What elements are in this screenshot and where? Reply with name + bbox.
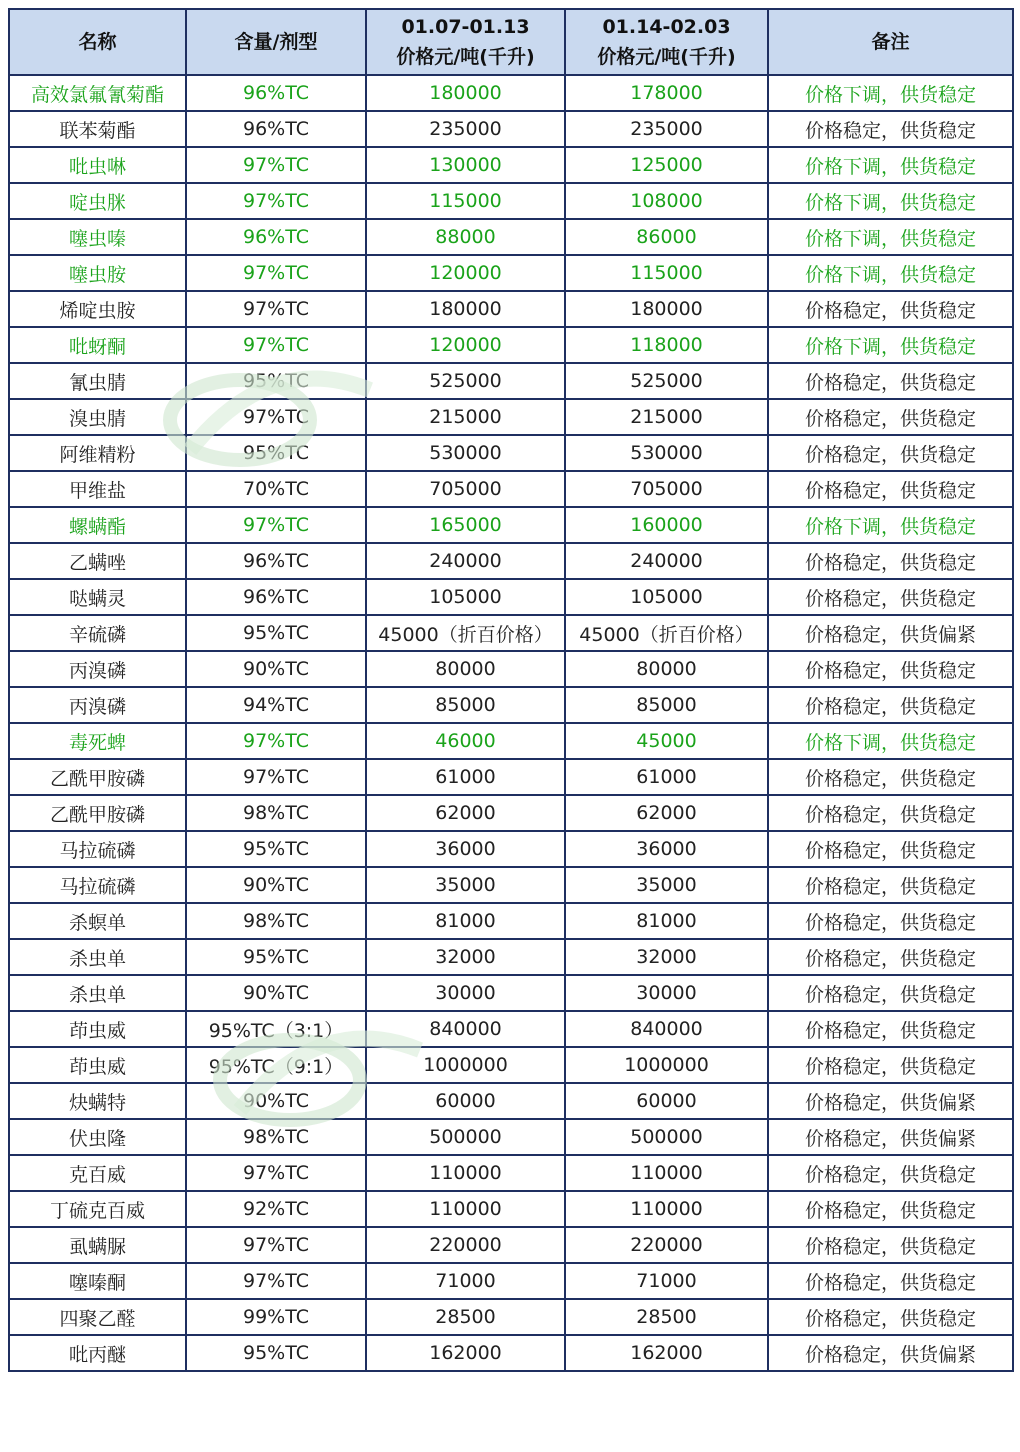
cell-price-period1: 500000 — [366, 1119, 565, 1155]
table-row — [9, 1263, 1013, 1299]
cell-note: 价格稳定，供货稳定 — [768, 651, 1013, 687]
table-row — [9, 867, 1013, 903]
cell-spec: 97%TC — [186, 327, 366, 363]
cell-spec: 95%TC — [186, 615, 366, 651]
table-row — [9, 1299, 1013, 1335]
table-row — [9, 471, 1013, 507]
cell-note: 价格下调，供货稳定 — [768, 327, 1013, 363]
table-row — [9, 291, 1013, 327]
cell-name: 吡虫啉 — [9, 147, 186, 183]
table-row — [9, 1083, 1013, 1119]
table-row — [9, 147, 1013, 183]
cell-note: 价格下调，供货稳定 — [768, 183, 1013, 219]
cell-note: 价格下调，供货稳定 — [768, 75, 1013, 111]
cell-note: 价格稳定，供货稳定 — [768, 867, 1013, 903]
cell-note: 价格稳定，供货稳定 — [768, 579, 1013, 615]
cell-price-period1: 46000 — [366, 723, 565, 759]
cell-price-period1: 525000 — [366, 363, 565, 399]
cell-note: 价格稳定，供货稳定 — [768, 1155, 1013, 1191]
cell-name: 茚虫威 — [9, 1047, 186, 1083]
cell-price-period2: 86000 — [565, 219, 768, 255]
cell-price-period2: 60000 — [565, 1083, 768, 1119]
cell-note: 价格稳定，供货稳定 — [768, 1047, 1013, 1083]
cell-price-period1: 235000 — [366, 111, 565, 147]
table-row — [9, 687, 1013, 723]
cell-price-period2: 178000 — [565, 75, 768, 111]
cell-spec: 96%TC — [186, 579, 366, 615]
cell-price-period2: 61000 — [565, 759, 768, 795]
cell-name: 哒螨灵 — [9, 579, 186, 615]
cell-price-period1: 180000 — [366, 291, 565, 327]
cell-note: 价格稳定，供货稳定 — [768, 1011, 1013, 1047]
table-body — [9, 75, 1013, 1371]
header-period1-unit: 价格元/吨(千升) — [396, 46, 535, 68]
cell-note: 价格下调，供货稳定 — [768, 147, 1013, 183]
price-table-container — [8, 8, 1012, 1372]
cell-spec: 90%TC — [186, 867, 366, 903]
cell-name: 茚虫威 — [9, 1011, 186, 1047]
cell-price-period2: 180000 — [565, 291, 768, 327]
cell-price-period2: 500000 — [565, 1119, 768, 1155]
table-row — [9, 723, 1013, 759]
cell-name: 噻虫胺 — [9, 255, 186, 291]
cell-price-period1: 530000 — [366, 435, 565, 471]
cell-name: 噻虫嗪 — [9, 219, 186, 255]
cell-price-period1: 80000 — [366, 651, 565, 687]
cell-price-period2: 125000 — [565, 147, 768, 183]
table-row — [9, 615, 1013, 651]
cell-price-period2: 85000 — [565, 687, 768, 723]
cell-price-period2: 705000 — [565, 471, 768, 507]
cell-price-period1: 61000 — [366, 759, 565, 795]
cell-price-period2: 840000 — [565, 1011, 768, 1047]
cell-price-period2: 235000 — [565, 111, 768, 147]
cell-name: 虱螨脲 — [9, 1227, 186, 1263]
cell-note: 价格稳定，供货稳定 — [768, 975, 1013, 1011]
cell-price-period1: 120000 — [366, 327, 565, 363]
cell-price-period1: 45000（折百价格） — [366, 615, 565, 651]
cell-name: 马拉硫磷 — [9, 867, 186, 903]
cell-name: 吡蚜酮 — [9, 327, 186, 363]
cell-spec: 90%TC — [186, 651, 366, 687]
cell-note: 价格下调，供货稳定 — [768, 219, 1013, 255]
cell-price-period1: 81000 — [366, 903, 565, 939]
cell-spec: 94%TC — [186, 687, 366, 723]
cell-spec: 95%TC — [186, 435, 366, 471]
cell-price-period2: 215000 — [565, 399, 768, 435]
cell-price-period2: 30000 — [565, 975, 768, 1011]
cell-note: 价格稳定，供货稳定 — [768, 831, 1013, 867]
cell-name: 螺螨酯 — [9, 507, 186, 543]
cell-note: 价格稳定，供货稳定 — [768, 363, 1013, 399]
cell-name: 啶虫脒 — [9, 183, 186, 219]
cell-name: 联苯菊酯 — [9, 111, 186, 147]
cell-price-period1: 130000 — [366, 147, 565, 183]
header-period1 — [366, 9, 565, 75]
cell-price-period2: 62000 — [565, 795, 768, 831]
table-row — [9, 75, 1013, 111]
cell-spec: 98%TC — [186, 903, 366, 939]
cell-price-period2: 220000 — [565, 1227, 768, 1263]
cell-price-period2: 108000 — [565, 183, 768, 219]
cell-price-period2: 80000 — [565, 651, 768, 687]
cell-price-period1: 35000 — [366, 867, 565, 903]
cell-spec: 96%TC — [186, 111, 366, 147]
cell-price-period1: 120000 — [366, 255, 565, 291]
cell-price-period1: 71000 — [366, 1263, 565, 1299]
cell-spec: 95%TC — [186, 1335, 366, 1371]
cell-name: 毒死蜱 — [9, 723, 186, 759]
table-row — [9, 1155, 1013, 1191]
cell-name: 乙酰甲胺磷 — [9, 759, 186, 795]
cell-price-period1: 60000 — [366, 1083, 565, 1119]
cell-note: 价格下调，供货稳定 — [768, 507, 1013, 543]
table-row — [9, 1191, 1013, 1227]
cell-price-period1: 110000 — [366, 1155, 565, 1191]
table-row — [9, 579, 1013, 615]
cell-spec: 97%TC — [186, 1155, 366, 1191]
cell-price-period1: 220000 — [366, 1227, 565, 1263]
cell-note: 价格稳定，供货偏紧 — [768, 615, 1013, 651]
cell-price-period1: 32000 — [366, 939, 565, 975]
cell-price-period1: 110000 — [366, 1191, 565, 1227]
cell-price-period2: 118000 — [565, 327, 768, 363]
cell-note: 价格稳定，供货稳定 — [768, 543, 1013, 579]
cell-price-period2: 530000 — [565, 435, 768, 471]
cell-price-period2: 1000000 — [565, 1047, 768, 1083]
price-table — [8, 8, 1014, 1372]
cell-spec: 97%TC — [186, 723, 366, 759]
cell-note: 价格稳定，供货稳定 — [768, 111, 1013, 147]
cell-price-period2: 71000 — [565, 1263, 768, 1299]
cell-name: 溴虫腈 — [9, 399, 186, 435]
cell-price-period1: 1000000 — [366, 1047, 565, 1083]
cell-spec: 97%TC — [186, 291, 366, 327]
cell-name: 噻嗪酮 — [9, 1263, 186, 1299]
cell-price-period2: 36000 — [565, 831, 768, 867]
cell-note: 价格稳定，供货稳定 — [768, 795, 1013, 831]
cell-price-period2: 162000 — [565, 1335, 768, 1371]
table-row — [9, 975, 1013, 1011]
table-row — [9, 795, 1013, 831]
table-row — [9, 435, 1013, 471]
cell-note: 价格稳定，供货稳定 — [768, 903, 1013, 939]
cell-note: 价格稳定，供货稳定 — [768, 399, 1013, 435]
header-period2-unit: 价格元/吨(千升) — [597, 46, 736, 68]
table-row — [9, 183, 1013, 219]
cell-price-period2: 525000 — [565, 363, 768, 399]
cell-note: 价格稳定，供货稳定 — [768, 1263, 1013, 1299]
cell-spec: 90%TC — [186, 975, 366, 1011]
header-name: 名称 — [9, 9, 186, 75]
cell-spec: 97%TC — [186, 399, 366, 435]
table-row — [9, 759, 1013, 795]
header-note: 备注 — [768, 9, 1013, 75]
table-row — [9, 939, 1013, 975]
cell-name: 炔螨特 — [9, 1083, 186, 1119]
cell-price-period1: 105000 — [366, 579, 565, 615]
table-row — [9, 507, 1013, 543]
cell-price-period1: 215000 — [366, 399, 565, 435]
cell-price-period2: 81000 — [565, 903, 768, 939]
table-row — [9, 543, 1013, 579]
cell-price-period2: 32000 — [565, 939, 768, 975]
cell-spec: 70%TC — [186, 471, 366, 507]
cell-note: 价格稳定，供货稳定 — [768, 291, 1013, 327]
cell-spec: 97%TC — [186, 1227, 366, 1263]
cell-price-period1: 62000 — [366, 795, 565, 831]
cell-note: 价格稳定，供货偏紧 — [768, 1335, 1013, 1371]
cell-price-period1: 162000 — [366, 1335, 565, 1371]
table-row — [9, 255, 1013, 291]
cell-price-period2: 45000 — [565, 723, 768, 759]
cell-spec: 96%TC — [186, 543, 366, 579]
cell-spec: 97%TC — [186, 759, 366, 795]
cell-price-period1: 840000 — [366, 1011, 565, 1047]
cell-price-period1: 36000 — [366, 831, 565, 867]
cell-price-period1: 88000 — [366, 219, 565, 255]
cell-price-period1: 705000 — [366, 471, 565, 507]
cell-spec: 95%TC — [186, 363, 366, 399]
cell-spec: 97%TC — [186, 183, 366, 219]
cell-name: 四聚乙醛 — [9, 1299, 186, 1335]
table-row — [9, 1047, 1013, 1083]
table-row — [9, 903, 1013, 939]
cell-note: 价格稳定，供货稳定 — [768, 759, 1013, 795]
cell-name: 杀螟单 — [9, 903, 186, 939]
cell-spec: 96%TC — [186, 219, 366, 255]
cell-spec: 98%TC — [186, 795, 366, 831]
cell-note: 价格稳定，供货偏紧 — [768, 1119, 1013, 1155]
cell-spec: 96%TC — [186, 75, 366, 111]
header-period2-range: 01.14-02.03 — [602, 16, 731, 38]
cell-note: 价格稳定，供货稳定 — [768, 435, 1013, 471]
cell-price-period2: 160000 — [565, 507, 768, 543]
cell-price-period1: 30000 — [366, 975, 565, 1011]
cell-spec: 97%TC — [186, 255, 366, 291]
header-period1-range: 01.07-01.13 — [401, 16, 530, 38]
table-row — [9, 363, 1013, 399]
cell-note: 价格稳定，供货稳定 — [768, 471, 1013, 507]
table-row — [9, 399, 1013, 435]
cell-price-period2: 105000 — [565, 579, 768, 615]
table-row — [9, 1011, 1013, 1047]
header-spec: 含量/剂型 — [186, 9, 366, 75]
cell-price-period2: 28500 — [565, 1299, 768, 1335]
table-row — [9, 111, 1013, 147]
cell-name: 氰虫腈 — [9, 363, 186, 399]
cell-name: 克百威 — [9, 1155, 186, 1191]
cell-price-period2: 45000（折百价格） — [565, 615, 768, 651]
cell-name: 乙螨唑 — [9, 543, 186, 579]
cell-price-period2: 110000 — [565, 1191, 768, 1227]
cell-note: 价格下调，供货稳定 — [768, 255, 1013, 291]
cell-spec: 92%TC — [186, 1191, 366, 1227]
cell-price-period1: 28500 — [366, 1299, 565, 1335]
cell-name: 乙酰甲胺磷 — [9, 795, 186, 831]
cell-price-period1: 240000 — [366, 543, 565, 579]
table-row — [9, 1119, 1013, 1155]
cell-spec: 97%TC — [186, 507, 366, 543]
table-row — [9, 1335, 1013, 1371]
table-header-row — [9, 9, 1013, 75]
header-period2 — [565, 9, 768, 75]
cell-name: 马拉硫磷 — [9, 831, 186, 867]
cell-spec: 98%TC — [186, 1119, 366, 1155]
cell-spec: 95%TC — [186, 939, 366, 975]
cell-spec: 95%TC（9:1） — [186, 1047, 366, 1083]
cell-name: 杀虫单 — [9, 939, 186, 975]
cell-price-period2: 35000 — [565, 867, 768, 903]
cell-name: 阿维精粉 — [9, 435, 186, 471]
cell-price-period1: 85000 — [366, 687, 565, 723]
table-row — [9, 831, 1013, 867]
cell-note: 价格下调，供货稳定 — [768, 723, 1013, 759]
cell-spec: 95%TC（3:1） — [186, 1011, 366, 1047]
cell-note: 价格稳定，供货稳定 — [768, 1191, 1013, 1227]
cell-price-period1: 165000 — [366, 507, 565, 543]
cell-spec: 97%TC — [186, 1263, 366, 1299]
cell-name: 丁硫克百威 — [9, 1191, 186, 1227]
cell-note: 价格稳定，供货偏紧 — [768, 1083, 1013, 1119]
cell-name: 杀虫单 — [9, 975, 186, 1011]
cell-name: 伏虫隆 — [9, 1119, 186, 1155]
cell-name: 丙溴磷 — [9, 651, 186, 687]
cell-price-period1: 115000 — [366, 183, 565, 219]
cell-price-period2: 115000 — [565, 255, 768, 291]
cell-name: 甲维盐 — [9, 471, 186, 507]
cell-name: 高效氯氟氰菊酯 — [9, 75, 186, 111]
cell-name: 烯啶虫胺 — [9, 291, 186, 327]
cell-spec: 97%TC — [186, 147, 366, 183]
table-row — [9, 1227, 1013, 1263]
cell-price-period2: 240000 — [565, 543, 768, 579]
cell-note: 价格稳定，供货稳定 — [768, 939, 1013, 975]
cell-name: 丙溴磷 — [9, 687, 186, 723]
cell-price-period2: 110000 — [565, 1155, 768, 1191]
cell-note: 价格稳定，供货稳定 — [768, 1227, 1013, 1263]
table-row — [9, 651, 1013, 687]
cell-note: 价格稳定，供货稳定 — [768, 1299, 1013, 1335]
table-row — [9, 327, 1013, 363]
table-row — [9, 219, 1013, 255]
cell-price-period1: 180000 — [366, 75, 565, 111]
cell-spec: 99%TC — [186, 1299, 366, 1335]
cell-spec: 90%TC — [186, 1083, 366, 1119]
cell-spec: 95%TC — [186, 831, 366, 867]
cell-name: 吡丙醚 — [9, 1335, 186, 1371]
cell-name: 辛硫磷 — [9, 615, 186, 651]
cell-note: 价格稳定，供货稳定 — [768, 687, 1013, 723]
